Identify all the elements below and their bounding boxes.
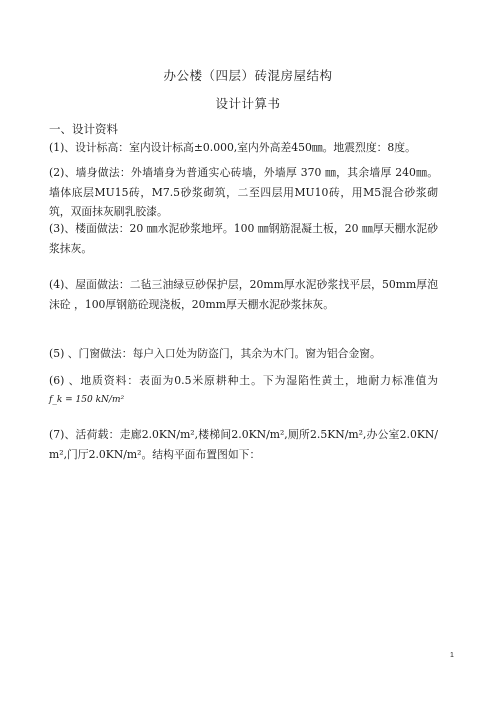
document-title: 办公楼（四层）砖混房屋结构	[163, 68, 333, 83]
paragraph-roof-construction: (4)、屋面做法：二毡三油绿豆砂保护层，20mm厚水泥砂浆找平层，50mm厚泡沫砼 ，100厚钢筋砼现浇板，20mm厚天棚水泥砂浆抹灰。	[49, 278, 438, 311]
paragraph-design-elevation: (1)、设计标高：室内设计标高±0.000,室内外高差450㎜。地震烈度：8度。	[49, 141, 416, 154]
paragraph-live-load: (7)、活荷载：走廊2.0KN/m²,楼梯间2.0KN/m²,厕所2.5KN/m²,办公室2.0KN/m²,门厅2.0KN/m²。结构平面布置图如下：	[49, 428, 438, 461]
document-subtitle: 设计计算书	[215, 96, 281, 111]
page-number: 1	[450, 652, 454, 659]
bearing-capacity-formula: f_k = 150 kN/m²	[49, 394, 125, 405]
paragraph-geological-data	[49, 371, 438, 412]
paragraph-wall-construction: (2)、墙身做法：外墙墙身为普通实心砖墙，外墙厚 370 ㎜，其余墙厚 240㎜。墙体底层MU15砖，M7.5砂浆砌筑，二至四层用MU10砖，用M5混合砂浆砌筑，双面抹灰刷乳胶漆。	[49, 166, 438, 218]
section-heading: 一、设计资料	[49, 122, 118, 136]
paragraph-floor-construction: (3)、楼面做法：20 ㎜水泥砂浆地坪。100 ㎜钢筋混凝土板，20 ㎜厚天棚水泥砂浆抹灰。	[49, 222, 438, 255]
paragraph-doors-windows: (5) 、门窗做法：每户入口处为防盗门，其余为木门。窗为铝合金窗。	[49, 347, 381, 360]
geological-text: (6) 、地质资料：表面为0.5米原耕种土。下为湿陷性黄土，地耐力标准值为	[49, 374, 438, 387]
